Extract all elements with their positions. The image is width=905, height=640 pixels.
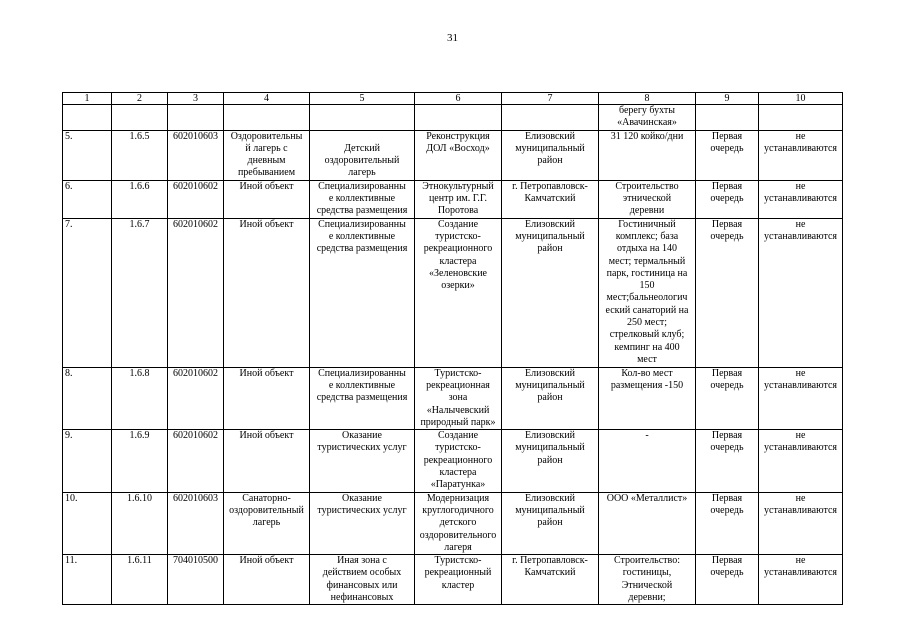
table-cell: Иной объект: [224, 555, 310, 605]
table-cell: Специализированны е коллективные средства размещения: [310, 180, 415, 218]
table-row: [63, 367, 843, 429]
table-cell: 8.: [63, 367, 112, 429]
table-cell: 5.: [63, 130, 112, 180]
table-cell: 602010602: [168, 367, 224, 429]
table-cell: Строительство этнической деревни: [599, 180, 696, 218]
table-cell: -: [599, 430, 696, 492]
table-cell: Строительство: гостиницы, Этнической деревни;: [599, 555, 696, 605]
table-row: [63, 555, 843, 605]
table-cell: Этнокультурный центр им. Г.Г. Поротова: [415, 180, 502, 218]
table-cell: 1.6.11: [112, 555, 168, 605]
table-cell: Гостиничный комплекс; база отдыха на 140 мест; термальный парк, гостиница на 150 мест;бальнеологич еский санаторий на 250 мест; стрелковый клуб; кемпинг на 400 мест: [599, 218, 696, 367]
table-cell: Елизовский муниципальный район: [502, 130, 599, 180]
table-cell: Елизовский муниципальный район: [502, 430, 599, 492]
table-cell: [502, 105, 599, 131]
table-cell: не устанавливаются: [759, 555, 843, 605]
table-cell: ООО «Металлист»: [599, 492, 696, 554]
table-cell: Кол-во мест размещения -150: [599, 367, 696, 429]
table-cell: Специализированны е коллективные средства размещения: [310, 367, 415, 429]
table-cell: Оздоровительны й лагерь с дневным пребыванием: [224, 130, 310, 180]
table-cell: не устанавливаются: [759, 430, 843, 492]
header-row: [63, 93, 843, 105]
table-cell: 602010602: [168, 430, 224, 492]
table-cell: [759, 105, 843, 131]
table-cell: 602010602: [168, 218, 224, 367]
table-cell: 1.6.7: [112, 218, 168, 367]
table-cell: не устанавливаются: [759, 180, 843, 218]
table-cell: Первая очередь: [696, 492, 759, 554]
table-cell: 9.: [63, 430, 112, 492]
table-cell: 1.6.10: [112, 492, 168, 554]
table-row: [63, 492, 843, 554]
table-cell: [310, 105, 415, 131]
page-number: 31: [447, 32, 458, 44]
table-cell: Создание туристско- рекреационного кластера «Зеленовские озерки»: [415, 218, 502, 367]
table-cell: Первая очередь: [696, 180, 759, 218]
table-cell: Иной объект: [224, 367, 310, 429]
table-cell: 602010603: [168, 130, 224, 180]
table-cell: 6.: [63, 180, 112, 218]
table-cell: Первая очередь: [696, 555, 759, 605]
table-cell: 602010603: [168, 492, 224, 554]
table-cell: 1.6.5: [112, 130, 168, 180]
table-cell: Иной объект: [224, 180, 310, 218]
table-cell: г. Петропавловск- Камчатский: [502, 555, 599, 605]
table-cell: 1.6.6: [112, 180, 168, 218]
header-cell: 5: [310, 93, 415, 105]
table-cell: 11.: [63, 555, 112, 605]
table-cell: берегу бухты «Авачинская»: [599, 105, 696, 131]
table-cell: Первая очередь: [696, 430, 759, 492]
table-row: [63, 130, 843, 180]
table-cell: не устанавливаются: [759, 130, 843, 180]
table-cell: [63, 105, 112, 131]
table-cell: [168, 105, 224, 131]
objects-table: [62, 92, 843, 605]
table-cell: 31 120 койко/дни: [599, 130, 696, 180]
table-cell: Оказание туристических услуг: [310, 430, 415, 492]
table-cell: Детский оздоровительный лагерь: [310, 130, 415, 180]
table-cell: не устанавливаются: [759, 218, 843, 367]
table-cell: Елизовский муниципальный район: [502, 367, 599, 429]
header-cell: 4: [224, 93, 310, 105]
table-cell: Елизовский муниципальный район: [502, 492, 599, 554]
table-row: [63, 430, 843, 492]
table-row: [63, 180, 843, 218]
table-cell: не устанавливаются: [759, 367, 843, 429]
table-cell: Туристско- рекреационная зона «Налычевский природный парк»: [415, 367, 502, 429]
header-cell: 9: [696, 93, 759, 105]
header-cell: 1: [63, 93, 112, 105]
table-cell: 704010500: [168, 555, 224, 605]
table-cell: Оказание туристических услуг: [310, 492, 415, 554]
table-cell: 1.6.8: [112, 367, 168, 429]
continuation-row: [63, 105, 843, 131]
table-cell: [696, 105, 759, 131]
table-cell: Первая очередь: [696, 130, 759, 180]
table-cell: Санаторно- оздоровительный лагерь: [224, 492, 310, 554]
table-cell: [224, 105, 310, 131]
header-cell: 7: [502, 93, 599, 105]
table-cell: Первая очередь: [696, 218, 759, 367]
table-cell: 1.6.9: [112, 430, 168, 492]
table-cell: 10.: [63, 492, 112, 554]
table-cell: Иной объект: [224, 218, 310, 367]
table-cell: Специализированны е коллективные средства размещения: [310, 218, 415, 367]
table-cell: Создание туристско- рекреационного кластера «Паратунка»: [415, 430, 502, 492]
table-cell: Иной объект: [224, 430, 310, 492]
table-cell: Реконструкция ДОЛ «Восход»: [415, 130, 502, 180]
header-cell: 8: [599, 93, 696, 105]
table-cell: не устанавливаются: [759, 492, 843, 554]
table-cell: Первая очередь: [696, 367, 759, 429]
header-cell: 2: [112, 93, 168, 105]
table-cell: г. Петропавловск- Камчатский: [502, 180, 599, 218]
table-cell: Туристско- рекреационный кластер: [415, 555, 502, 605]
table-cell: [112, 105, 168, 131]
header-cell: 3: [168, 93, 224, 105]
table-cell: Иная зона с действием особых финансовых или нефинансовых: [310, 555, 415, 605]
table-cell: 7.: [63, 218, 112, 367]
table-cell: Модернизация круглогодичного детского оздоровительного лагеря: [415, 492, 502, 554]
table-cell: Елизовский муниципальный район: [502, 218, 599, 367]
header-cell: 10: [759, 93, 843, 105]
table-row: [63, 218, 843, 367]
table-cell: 602010602: [168, 180, 224, 218]
table-cell: [415, 105, 502, 131]
header-cell: 6: [415, 93, 502, 105]
